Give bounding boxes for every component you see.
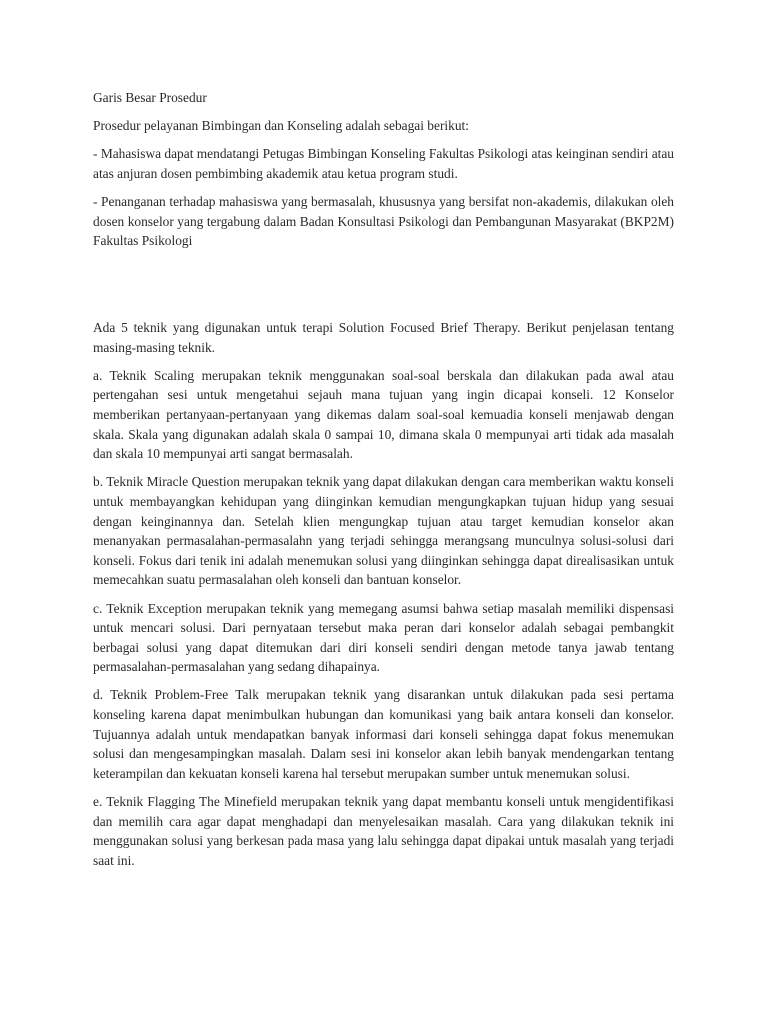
technique-exception: c. Teknik Exception merupakan teknik yang memegang asumsi bahwa setiap masalah memiliki dispensasi untuk mencari solusi. Dari pernyataan tersebut maka peran dari konselor adalah sebagai pembangkit berbagai solusi yang dapat ditemukan dari diri konseli sendiri dengan metode tanya jawab tentang permasalahan-permasalahan yang sedang dihapainya. [93,600,674,675]
technique-problem-free-talk: d. Teknik Problem-Free Talk merupakan teknik yang disarankan untuk dilakukan pada sesi pertama konseling karena dapat menimbulkan hubungan dan komunikasi yang baik antara konseli dan konselor. Tujuannya adalah untuk mendapatkan banyak informasi dari konseli sehingga dapat fokus menemukan solusi dan mengesampingkan masalah. Dalam sesi ini konselor akan lebih banyak mendengarkan tentang keterampilan dan kekuatan konseli karena hal tersebut merupakan sumber untuk menemukan solusi. [93,687,674,781]
technique-flagging-the-minefield: e. Teknik Flagging The Minefield merupakan teknik yang dapat membantu konseli untuk mengidentifikasi dan memilih cara agar dapat menghadapi dan menyelesaikan masalah. Cara yang dilakukan teknik ini menggunakan solusi yang berkesan pada masa yang lalu sehingga dapat dipakai untuk masalah yang terjadi saat ini. [93,794,674,868]
procedure-intro: Prosedur pelayanan Bimbingan dan Konseling adalah sebagai berikut: [93,118,469,134]
technique-miracle-question: b. Teknik Miracle Question merupakan teknik yang dapat dilakukan dengan cara memberikan waktu konseli untuk membayangkan kehidupan yang diinginkan kemudian mengungkapkan tujuan hidup yang sesuai dengan keinginannya dan. Setelah klien mengungkap tujuan atau target kemudian konselor akan menanyakan permasalahan-permasalahn yang terjadi sehingga merangsang munculnya solusi-solusi dari konseli. Fokus dari tenik ini adalah menemukan solusi yang diinginkan sehingga dapat direalisasikan untuk memecahkan suatu permasalahan oleh konseli dan bantuan konselor. [93,474,674,588]
techniques-section [93,318,674,879]
procedure-item: - Penanganan terhadap mahasiswa yang bermasalah, khususnya yang bersifat non-akademis, dilakukan oleh dosen konselor yang tergabung dalam Badan Konsultasi Psikologi dan Pembangunan Masyarakat (BKP2M) Fakultas Psikologi [93,194,674,249]
document-heading: Garis Besar Prosedur [93,90,207,105]
technique-scaling: a. Teknik Scaling merupakan teknik menggunakan soal-soal berskala dan dilakukan pada awal atau pertengahan sesi untuk mengetahui sejauh mana tujuan yang ingin dicapai konseli. 12 Konselor memberikan pertanyaan-pertanyaan yang dikemas dalam soal-soal kemuadia konseli menjawab dengan skala. Skala yang digunakan adalah skala 0 sampai 10, dimana skala 0 mempunyai arti tidak ada masalah dan skala 10 mempunyai arti sangat bermasalah. [93,367,674,462]
procedure-section [93,88,674,260]
techniques-intro: Ada 5 teknik yang digunakan untuk terapi Solution Focused Brief Therapy. Berikut penjelasan tentang masing-masing teknik. [93,320,674,355]
procedure-item: - Mahasiswa dapat mendatangi Petugas Bimbingan Konseling Fakultas Psikologi atas keinginan sendiri atau atas anjuran dosen pembimbing akademik atau ketua program studi. [93,146,674,181]
